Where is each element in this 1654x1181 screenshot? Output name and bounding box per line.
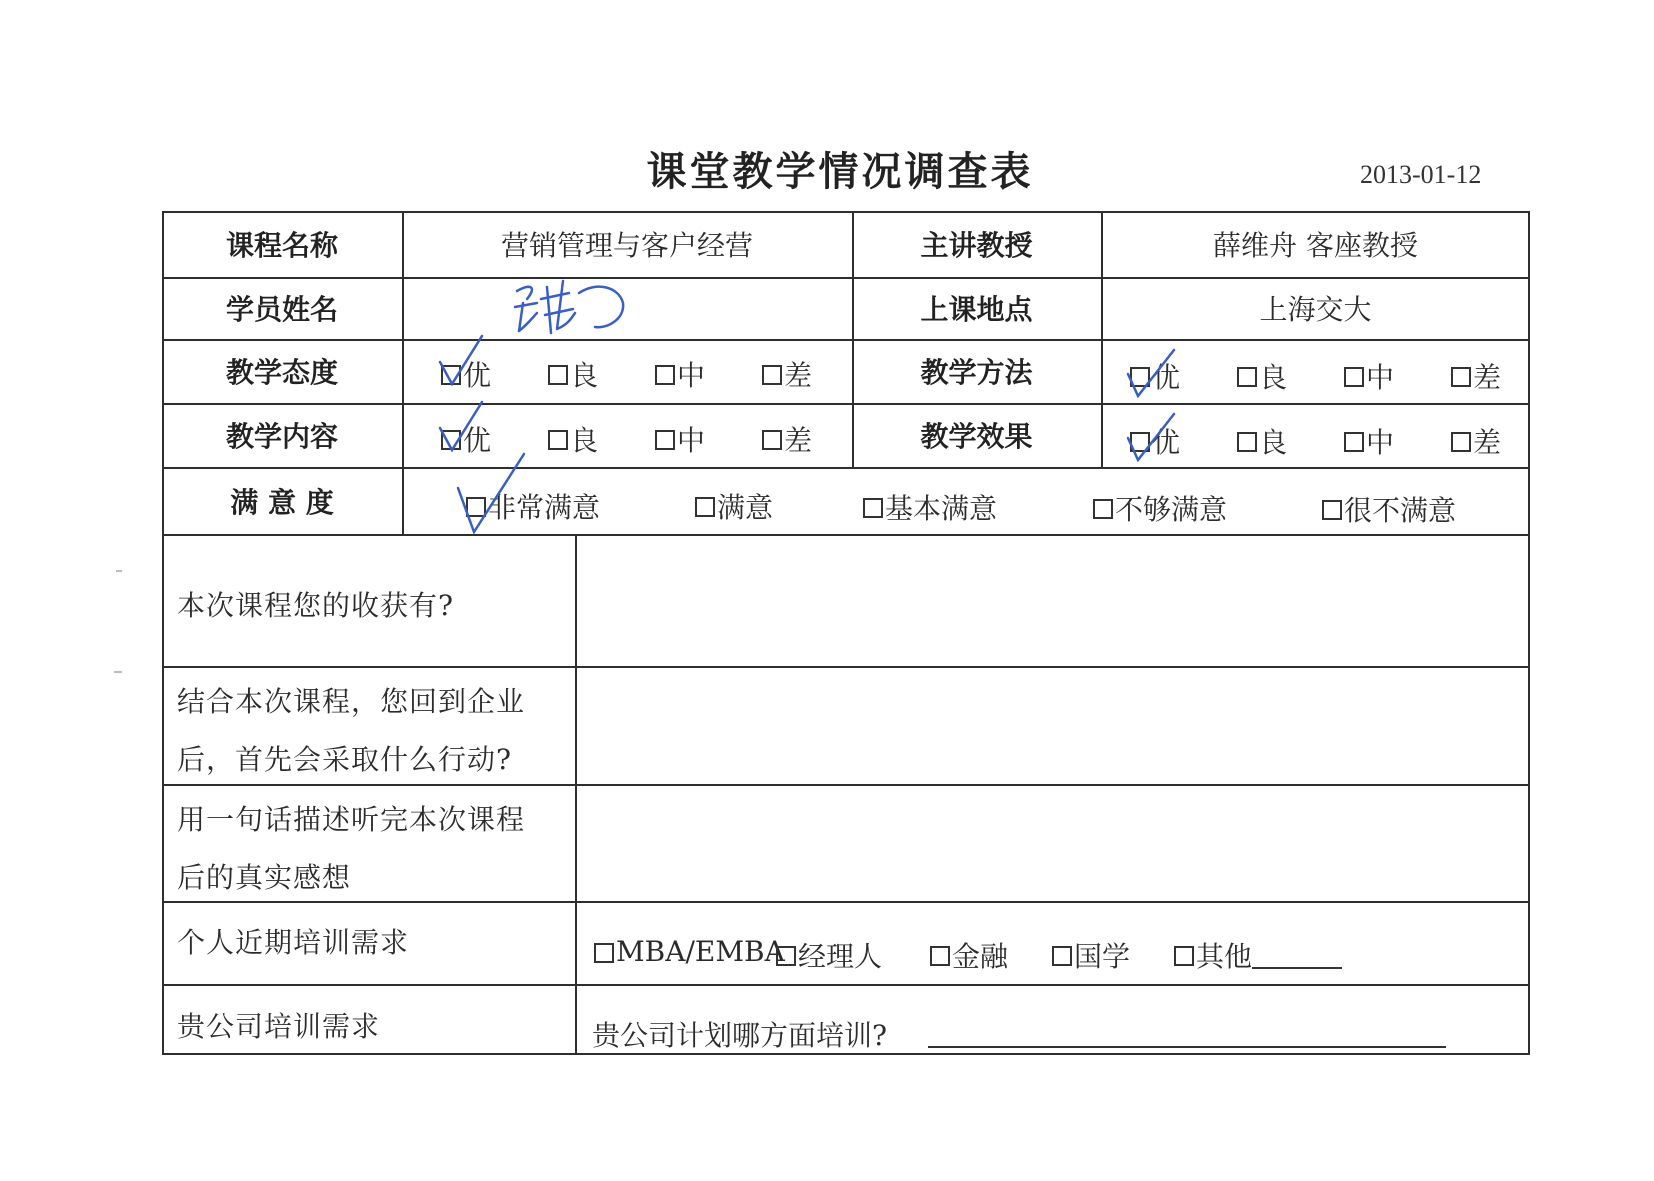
training-manager-checkbox[interactable]: 经理人 [776, 935, 882, 975]
other-fill-line[interactable] [1252, 941, 1342, 969]
effect-label: 教学效果 [920, 420, 1033, 453]
satisfaction-satisfied-checkbox[interactable]: 满意 [695, 486, 773, 526]
row-divider [162, 984, 1530, 986]
location-label: 上课地点 [920, 293, 1033, 326]
training-other-checkbox[interactable]: 其他 [1174, 935, 1342, 975]
action-answer-field[interactable] [577, 668, 1528, 782]
method-label: 教学方法 [920, 356, 1033, 389]
check-mark-icon [1122, 410, 1182, 466]
attitude-excellent-checkbox[interactable]: 优 [441, 354, 491, 394]
training-finance-checkbox[interactable]: 金融 [930, 935, 1008, 975]
company-training-fill-line[interactable] [928, 1022, 1446, 1048]
effect-poor-checkbox[interactable]: 差 [1451, 421, 1501, 461]
satisfaction-insufficient-checkbox[interactable]: 不够满意 [1093, 488, 1227, 528]
content-good-checkbox[interactable]: 良 [548, 419, 598, 459]
feeling-question-line1: 用一句话描述听完本次课程 [177, 803, 526, 836]
student-name-label: 学员姓名 [225, 293, 338, 326]
student-name-field[interactable] [402, 277, 852, 339]
method-poor-checkbox[interactable]: 差 [1451, 356, 1501, 396]
effect-fair-checkbox[interactable]: 中 [1344, 421, 1394, 461]
lecturer-label: 主讲教授 [920, 229, 1033, 262]
check-mark-icon [452, 448, 532, 538]
feeling-answer-field[interactable] [577, 786, 1528, 899]
form-title: 课堂教学情况调查表 [646, 149, 1034, 195]
training-mba-checkbox[interactable]: MBA/EMBA [594, 935, 785, 968]
attitude-good-checkbox[interactable]: 良 [548, 354, 598, 394]
effect-excellent-checkbox[interactable]: 优 [1130, 421, 1180, 461]
content-fair-checkbox[interactable]: 中 [655, 419, 705, 459]
gain-answer-field[interactable] [577, 536, 1528, 664]
check-mark-icon [432, 332, 492, 392]
course-name-label: 课程名称 [225, 229, 338, 262]
scan-dot [114, 671, 122, 673]
attitude-label: 教学态度 [225, 356, 338, 389]
attitude-fair-checkbox[interactable]: 中 [655, 354, 705, 394]
satisfaction-very-satisfied-checkbox[interactable]: 非常满意 [466, 486, 600, 526]
lecturer-value: 薛维舟 客座教授 [1213, 229, 1418, 262]
company-training-prompt: 贵公司计划哪方面培训? [592, 1019, 888, 1052]
signature-scribble-icon [507, 273, 647, 343]
form-date: 2013-01-12 [1360, 160, 1482, 189]
satisfaction-basic-checkbox[interactable]: 基本满意 [863, 487, 997, 527]
location-value: 上海交大 [1259, 293, 1372, 326]
method-fair-checkbox[interactable]: 中 [1344, 356, 1394, 396]
content-poor-checkbox[interactable]: 差 [762, 419, 812, 459]
content-excellent-checkbox[interactable]: 优 [441, 419, 491, 459]
gain-question: 本次课程您的收获有? [177, 589, 455, 622]
content-label: 教学内容 [225, 420, 338, 453]
method-good-checkbox[interactable]: 良 [1237, 356, 1287, 396]
check-mark-icon [1122, 346, 1182, 402]
course-name-value: 营销管理与客户经营 [500, 229, 753, 262]
personal-training-label: 个人近期培训需求 [177, 926, 410, 959]
company-training-label: 贵公司培训需求 [177, 1010, 381, 1043]
effect-good-checkbox[interactable]: 良 [1237, 421, 1287, 461]
scan-dot [116, 570, 122, 572]
training-sinology-checkbox[interactable]: 国学 [1052, 935, 1130, 975]
satisfaction-label: 满 意 度 [230, 485, 334, 519]
satisfaction-very-unsatisfied-checkbox[interactable]: 很不满意 [1322, 489, 1456, 529]
feeling-question-line2: 后的真实感想 [177, 861, 352, 894]
action-question-line1: 结合本次课程，您回到企业 [177, 685, 526, 718]
attitude-poor-checkbox[interactable]: 差 [762, 354, 812, 394]
action-question-line2: 后，首先会采取什么行动? [177, 743, 513, 776]
method-excellent-checkbox[interactable]: 优 [1130, 356, 1180, 396]
